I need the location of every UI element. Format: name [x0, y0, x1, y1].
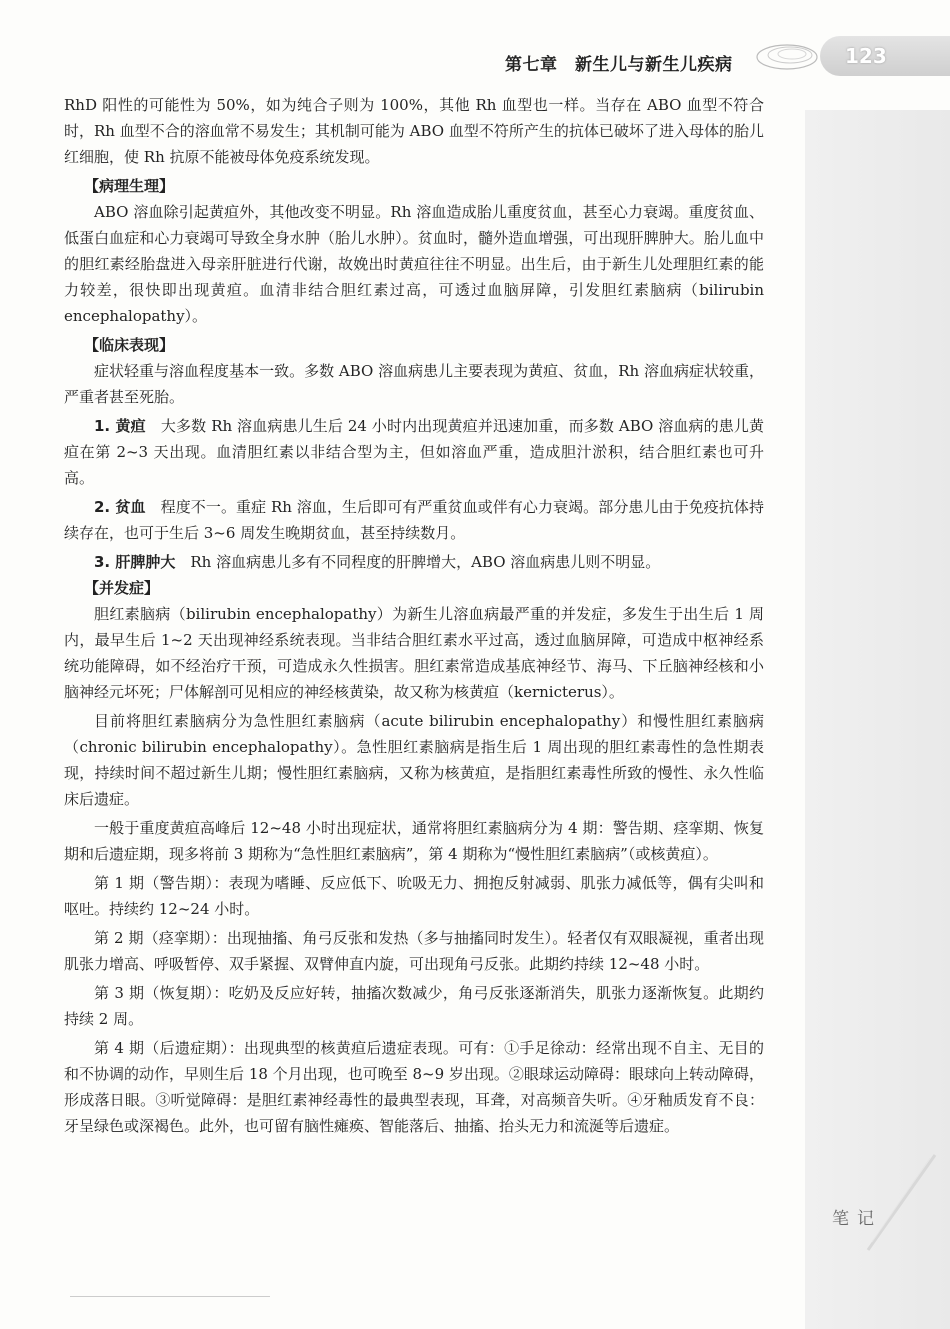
item-title: 1. 黄疸	[94, 417, 146, 435]
main-text	[64, 92, 764, 1139]
complication-paragraph-2: 目前将胆红素脑病分为急性胆红素脑病（acute bilirubin encephalopathy）和慢性胆红素脑病（chronic bilirubin encephalopathy）。急性胆红素脑病是指生后 1 周出现的胆红素毒性的急性期表现，持续时间不超过新生儿期；慢性胆红素脑病，又称为核黄疸，是指胆红素毒性所致的慢性、永久性临床后遗症。	[64, 712, 764, 808]
page-header	[0, 30, 950, 90]
swirl-ornament-icon	[752, 34, 822, 80]
item-title: 2. 贫血	[94, 498, 146, 516]
section-heading-clinical: 【临床表现】	[84, 336, 175, 354]
clinical-paragraph: 症状轻重与溶血程度基本一致。多数 ABO 溶血病患儿主要表现为黄疸、贫血，Rh 溶血病症状较重，严重者甚至死胎。	[64, 362, 764, 406]
intro-paragraph: RhD 阳性的可能性为 50%，如为纯合子则为 100%，其他 Rh 血型也一样。当存在 ABO 血型不符合时，Rh 血型不合的溶血常不易发生；其机制可能为 ABO 血型不符所产生的抗体已破坏了进入母体的胎儿红细胞，使 Rh 抗原不能被母体免疫系统发现。	[64, 96, 764, 166]
stage-4-paragraph: 第 4 期（后遗症期）：出现典型的核黄疸后遗症表现。可有：①手足徐动：经常出现不自主、无目的和不协调的动作，早则生后 18 个月出现，也可晚至 8~9 岁出现。②眼球运动障碍：眼球向上转动障碍，形成落日眼。③听觉障碍：是胆红素神经毒性的最典型表现，耳聋，对高频音失听。④牙釉质发育不良：牙呈绿色或深褐色。此外，也可留有脑性瘫痪、智能落后、抽搐、抬头无力和流涎等后遗症。	[64, 1039, 764, 1135]
complication-paragraph-1: 胆红素脑病（bilirubin encephalopathy）为新生儿溶血病最严重的并发症，多发生于出生后 1 周内，最早生后 1~2 天出现神经系统表现。当非结合胆红素水平过高，透过血脑屏障，可造成中枢神经系统功能障碍，如不经治疗干预，可造成永久性损害。胆红素常造成基底神经节、海马、下丘脑神经核和小脑神经元坏死；尸体解剖可见相应的神经核黄染，故又称为核黄疸（kernicterus）。	[64, 605, 764, 701]
section-heading-complications: 【并发症】	[84, 579, 160, 597]
page-number: 123	[845, 44, 887, 68]
complication-paragraph-3: 一般于重度黄疸高峰后 12~48 小时出现症状，通常将胆红素脑病分为 4 期：警告期、痉挛期、恢复期和后遗症期，现多将前 3 期称为“急性胆红素脑病”，第 4 期称为“慢性胆红素脑病”（或核黄疸）。	[64, 819, 764, 863]
clinical-item-hepatosplenomegaly	[64, 549, 764, 575]
notes-label: 笔记	[832, 1209, 882, 1229]
stage-1-paragraph: 第 1 期（警告期）：表现为嗜睡、反应低下、吮吸无力、拥抱反射减弱、肌张力减低等，偶有尖叫和呕吐。持续约 12~24 小时。	[64, 874, 764, 918]
clinical-item-anemia	[64, 494, 764, 546]
footer-rule	[70, 1296, 270, 1297]
stage-2-paragraph: 第 2 期（痉挛期）：出现抽搐、角弓反张和发热（多与抽搐同时发生）。轻者仅有双眼凝视，重者出现肌张力增高、呼吸暂停、双手紧握、双臂伸直内旋，可出现角弓反张。此期约持续 12~48 小时。	[64, 929, 764, 973]
item-text: Rh 溶血病患儿多有不同程度的肝脾增大，ABO 溶血病患儿则不明显。	[190, 553, 661, 571]
notes-margin	[805, 110, 950, 1329]
section-heading-pathophysiology: 【病理生理】	[84, 177, 175, 195]
item-text: 大多数 Rh 溶血病患儿生后 24 小时内出现黄疸并迅速加重，而多数 ABO 溶血病的患儿黄疸在第 2~3 天出现。血清胆红素以非结合型为主，但如溶血严重，造成胆汁淤积，结合胆红素也可升高。	[64, 417, 764, 487]
chapter-title: 第七章 新生儿与新生儿疾病	[505, 55, 733, 75]
stage-3-paragraph: 第 3 期（恢复期）：吃奶及反应好转，抽搐次数减少，角弓反张逐渐消失，肌张力逐渐恢复。此期约持续 2 周。	[64, 984, 764, 1028]
item-title: 3. 肝脾肿大	[94, 553, 176, 571]
pathophysiology-paragraph: ABO 溶血除引起黄疸外，其他改变不明显。Rh 溶血造成胎儿重度贫血，甚至心力衰竭。重度贫血、低蛋白血症和心力衰竭可导致全身水肿（胎儿水肿）。贫血时，髓外造血增强，可出现肝脾肿大。胎儿血中的胆红素经胎盘进入母亲肝脏进行代谢，故娩出时黄疸往往不明显。出生后，由于新生儿处理胆红素的能力较差，很快即出现黄疸。血清非结合胆红素过高，可透过血脑屏障，引发胆红素脑病（bilirubin encephalopathy）。	[64, 203, 764, 325]
clinical-item-jaundice	[64, 413, 764, 491]
item-text: 程度不一。重症 Rh 溶血，生后即可有严重贫血或伴有心力衰竭。部分患儿由于免疫抗体持续存在，也可于生后 3~6 周发生晚期贫血，甚至持续数月。	[64, 498, 764, 542]
